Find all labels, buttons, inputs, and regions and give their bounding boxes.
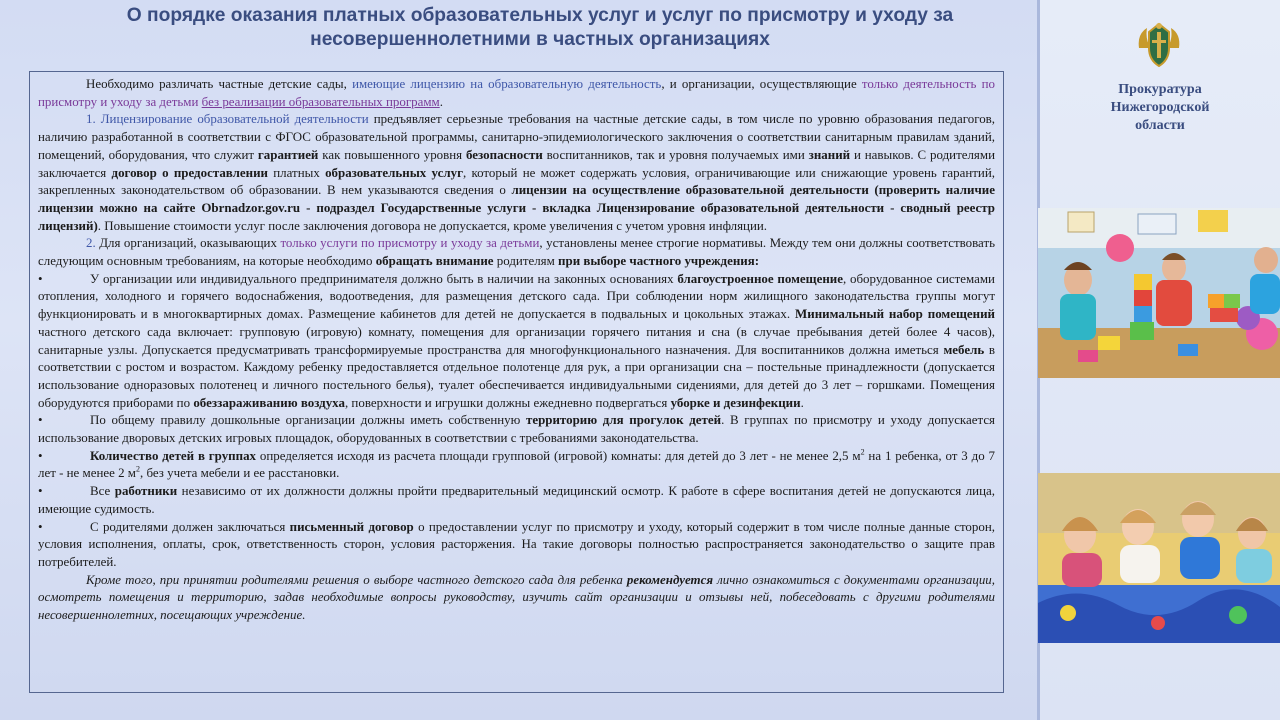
bold-text: письменный договор	[289, 518, 414, 534]
text: предъявляет серьезные требования на частные детские сады, в том числе по уровню образования педагогов, наличию разработанной в соответствии с ФГОС образовательной программы, санитарно-эпидемиологического заключения о соответствии санитарным правилам зданий, помещений, оборудования, что служит	[38, 111, 996, 162]
bullet-contract	[38, 518, 995, 571]
text: По общему правилу дошкольные организации должны иметь собственную	[90, 412, 526, 428]
bold-text: территорию для прогулок детей	[525, 412, 722, 428]
bold-text: благоустроенное помещение	[677, 270, 843, 286]
text: , без учета мебели и ее расстановки.	[140, 465, 340, 481]
bold-text: образовательных услуг	[325, 164, 463, 180]
bullet-icon: •	[38, 483, 43, 499]
text: , оборудованное системами отопления, холодного и горячего водоснабжения, водоотведения, для размещения детского сада. При соблюдении норм жилищного законодательства группы могут функционировать и в многоквартирных домах. Размещение кабинетов для детей не допускается в подвальных и цокольных этажах.	[38, 270, 995, 322]
text: Кроме того, при принятии родителями решения о выборе частного детского сада для ребенка	[86, 571, 627, 587]
text: платных	[267, 164, 326, 180]
text: как повышенного уровня	[318, 146, 466, 162]
text: , установлены менее строгие нормативы. Между тем они должны соответствовать следующим основным требованиям, на которые необходимо	[38, 235, 996, 269]
section-number: 1.	[86, 111, 101, 127]
text: определяется исходя из расчета площади групповой (игровой) комнаты: для детей до 3 лет - не менее 2,5 м	[256, 447, 861, 463]
section-number: 2.	[86, 235, 100, 251]
text: воспитанников, так и уровня получаемых ими	[542, 146, 809, 162]
bold-text: уборке и дезинфекции	[670, 394, 801, 410]
intro-paragraph	[38, 75, 995, 110]
org-name-line: области	[1135, 118, 1185, 133]
superscript: 2	[136, 465, 140, 475]
bold-text: мебель	[943, 341, 985, 357]
bold-text: Минимальный набор помещений	[795, 306, 995, 322]
highlight-licensing: Лицензирование образовательной деятельности	[100, 111, 369, 127]
bold-text: знаний	[808, 146, 851, 162]
page-title	[40, 4, 1040, 52]
bold-text: договор о предоставлении	[111, 164, 268, 180]
text: С родителями должен заключаться	[90, 518, 290, 534]
organization-name	[1090, 81, 1230, 135]
title-line-1: О порядке оказания платных образовательных услуг и услуг по присмотру и уходу за	[126, 5, 954, 26]
text: Необходимо различать частные детские сады,	[86, 76, 353, 91]
bold-text: безопасности	[466, 146, 543, 162]
text: лично ознакомиться с документами организации, осмотреть помещения и территорию, задав необходимые вопросы руководству, изучить сайт организации и отзывы ней, побеседовать с другими родителями несовершеннолетних, посещающих учреждение.	[38, 571, 996, 623]
bullet-icon: •	[38, 412, 43, 428]
section-care-only	[38, 234, 995, 269]
bullet-icon: •	[38, 270, 43, 286]
prosecutor-emblem-icon	[1133, 18, 1185, 70]
text: У организации или индивидуального предпринимателя должно быть в наличии на законных основаниях	[90, 270, 678, 286]
bullet-territory	[38, 411, 995, 446]
text: Все	[90, 483, 115, 499]
final-recommendation	[38, 571, 995, 624]
text: , и организации, осуществляющие	[661, 76, 862, 91]
text: . В группах по присмотру и уходу допускается использование дворовых детских игровых площадок, оборудованных в соответствии с требованиями законодательства.	[38, 412, 996, 446]
text: в соответствии с ростом и возрастом. Каждому ребенку предоставляется отдельное полотенце для рук, а при организации сна – постельные принадлежности (допускается использование одноразовых полотенец и личного постельного белья), туалет обеспечивается индивидуальными сидениями, для детей до 3 лет – горшками. Помещения оборудуются приборами по	[38, 341, 995, 410]
text: и навыков. С родителями заключается	[38, 146, 995, 180]
article-text-box	[29, 71, 1004, 693]
bold-text: лицензии на осуществление образовательной деятельности (проверить наличие лицензии можно на сайте Obrnadzor.gov.ru - подраздел Государственные услуги - вкладка Лицензирование образовательной деятельности - сводный реестр лицензий)	[38, 182, 995, 233]
bold-text: гарантией	[257, 146, 319, 162]
bold-text: при выборе частного учреждения:	[558, 253, 760, 269]
text: родителям	[493, 253, 559, 269]
children-painting-photo	[1038, 473, 1280, 643]
text: независимо от их должности должны пройти предварительный медицинский осмотр. К работе в сфере воспитания детей не допускаются лица, имеющие судимость.	[38, 483, 995, 516]
bullet-group-size	[38, 447, 995, 482]
bullet-icon: •	[38, 447, 43, 463]
title-line-2: несовершеннолетними в частных организациях	[310, 29, 770, 50]
bullet-icon: •	[38, 518, 43, 534]
superscript: 2	[860, 447, 865, 457]
highlight-no-programs: без реализации образовательных программ	[201, 93, 440, 109]
text: .	[439, 93, 443, 109]
bullet-staff	[38, 482, 995, 517]
text: на 1 ребенка, от 3 до 7 лет - не менее 2 м	[38, 447, 995, 481]
highlight-care-only: только услуги по присмотру и уходу за детьми	[280, 235, 540, 251]
highlight-care-only: только деятельность по присмотру и уходу за детьми	[38, 76, 995, 109]
highlight-licensed: имеющие лицензию на образовательную деятельность	[352, 76, 662, 91]
bold-text: обращать внимание	[375, 253, 494, 269]
org-name-line: Нижегородской	[1110, 100, 1210, 115]
bold-text: рекомендуется	[626, 571, 713, 587]
text: Для организаций, оказывающих	[99, 235, 281, 251]
section-licensing	[38, 110, 995, 234]
children-playing-blocks-photo	[1038, 208, 1280, 378]
org-name-line: Прокуратура	[1118, 82, 1202, 97]
bullet-premises	[38, 270, 995, 412]
text: о предоставлении услуг по присмотру и уходу, который содержит в том числе полные данные сторон, условия исполнения, оплаты, срок, ответственность сторон, условия расторжения. На такие договоры полностью распространяется законодательство о защите прав потребителей.	[38, 518, 995, 569]
text: , поверхности и игрушки должны ежедневно подвергаться	[344, 394, 671, 410]
text: . Повышение стоимости услуг после заключения договора не допускается, кроме увеличения с учетом уровня инфляции.	[97, 217, 768, 233]
text: частного детского сада включает: групповую (игровую) комнату, помещения для организации горячего питания и сна (в случае пребывания детей более 4 часов), санитарные узлы. Допускается предусматривать трансформируемые пространства для многофункционального назначения. Для воспитанников должна иметься	[38, 323, 995, 357]
bold-text: Количество детей в группах	[90, 447, 257, 463]
bold-text: обеззараживанию воздуха	[193, 394, 345, 410]
bold-text: работники	[114, 483, 178, 499]
text: , который не может содержать условия, ограничивающие или снижающие уровень гарантий, закрепленных законодательством об образовании. В нем указываются сведения о	[38, 164, 995, 198]
text: .	[800, 394, 804, 410]
